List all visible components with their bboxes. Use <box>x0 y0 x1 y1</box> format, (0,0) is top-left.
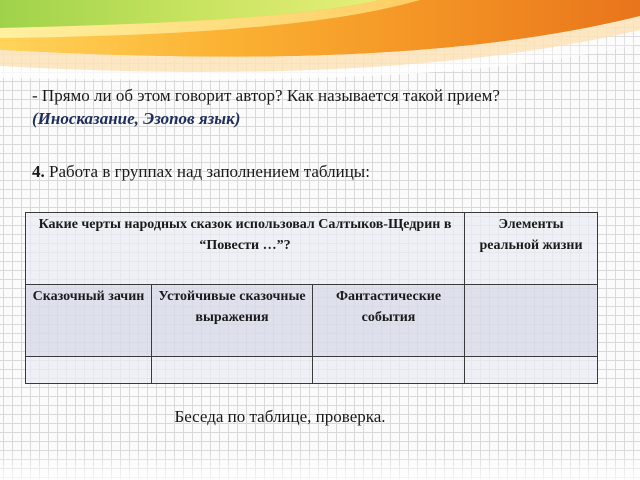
task-heading <box>32 160 592 183</box>
table-header-main <box>26 213 465 285</box>
table-cell-empty <box>465 285 598 357</box>
table-cell-empty <box>152 357 313 384</box>
column-label-2: Устойчивые сказочные выражения <box>158 289 306 325</box>
question-line: - Прямо ли об этом говорит автор? Как называется такой прием? <box>32 86 500 105</box>
task-text: Работа в группах над заполнением таблицы: <box>49 162 370 181</box>
table-cell-empty <box>465 357 598 384</box>
table-cell-empty <box>26 357 152 384</box>
table-header-side <box>465 213 598 285</box>
column-label-3: Фантастические события <box>335 289 442 325</box>
table-column-header <box>26 285 152 357</box>
table-header-side-text: Элементы реальной жизни <box>479 217 583 253</box>
table-header-main-text: Какие черты народных сказок использовал Салтыков-Щедрин в “Повести …”? <box>38 217 452 253</box>
table-column-header <box>152 285 313 357</box>
task-number: 4. <box>32 162 45 181</box>
column-label-1: Сказочный зачин <box>32 289 145 304</box>
table-column-header <box>313 285 465 357</box>
grid-fade-overlay <box>0 450 640 480</box>
question-text <box>32 84 592 130</box>
table-cell-empty <box>313 357 465 384</box>
features-table <box>25 212 598 384</box>
question-answer: (Иносказание, Эзопов язык) <box>32 109 241 128</box>
footer-text: Беседа по таблице, проверка. <box>174 407 386 426</box>
decorative-banner <box>0 0 640 82</box>
